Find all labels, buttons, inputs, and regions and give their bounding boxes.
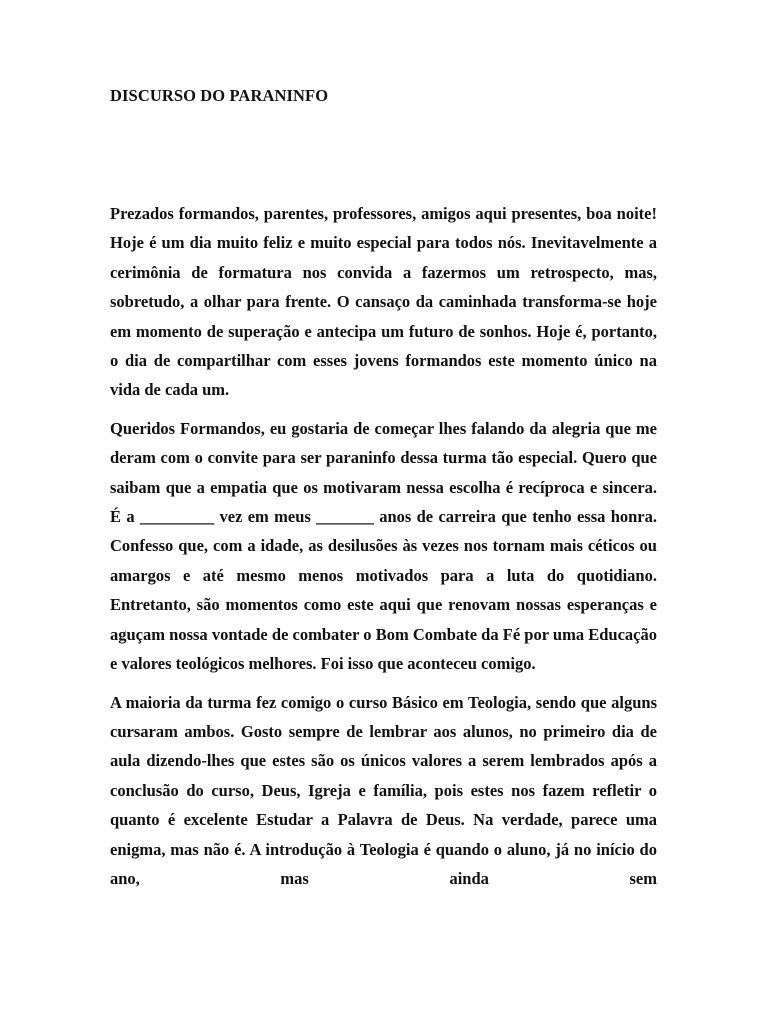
paragraph-greeting: Prezados formandos, parentes, professores, amigos aqui presentes, boa noite! Hoje é um dia muito feliz e muito especial para todos nós. Inevitavelmente a cerimônia de formatura nos convida a fazermos um retrospecto, mas, sobretudo, a olhar para frente. O cansaço da caminhada transforma-se hoje em momento de superação e antecipa um futuro de sonhos. Hoje é, portanto, o dia de compartilhar com esses jovens formandos este momento único na vida de cada um. xyxy=(110,204,657,400)
paragraph-course: A maioria da turma fez comigo o curso Básico em Teologia, sendo que alguns cursaram ambos. Gosto sempre de lembrar aos alunos, no primeiro dia de aula dizendo-lhes que estes são os únicos valores a serem lembrados após a conclusão do curso, Deus, Igreja e família, pois estes nos fazem refletir o quanto é excelente Estudar a Palavra de Deus. Na verdade, parece uma enigma, mas não é. A introdução à Teologia é quando o aluno, já no início do ano, mas ainda sem xyxy=(110,692,657,888)
document-title: DISCURSO DO PARANINFO xyxy=(110,86,329,105)
paragraph-invitation: Queridos Formandos, eu gostaria de começar lhes falando da alegria que me deram com o convite para ser paraninfo dessa turma tão especial. Quero que saibam que a empatia que os motivaram nessa escolha é recíproca e sincera. É a _________ vez em meus _______ anos de carreira que tenho essa honra. Confesso que, com a idade, as desilusões às vezes nos tornam mais céticos ou amargos e até mesmo menos motivados para a luta do quotidiano. Entretanto, são momentos como este aqui que renovam nossas esperanças e aguçam nossa vontade de combater o Bom Combate da Fé por uma Educação e valores teológicos melhores. Foi isso que aconteceu comigo. xyxy=(110,418,657,674)
document-body xyxy=(110,199,657,902)
